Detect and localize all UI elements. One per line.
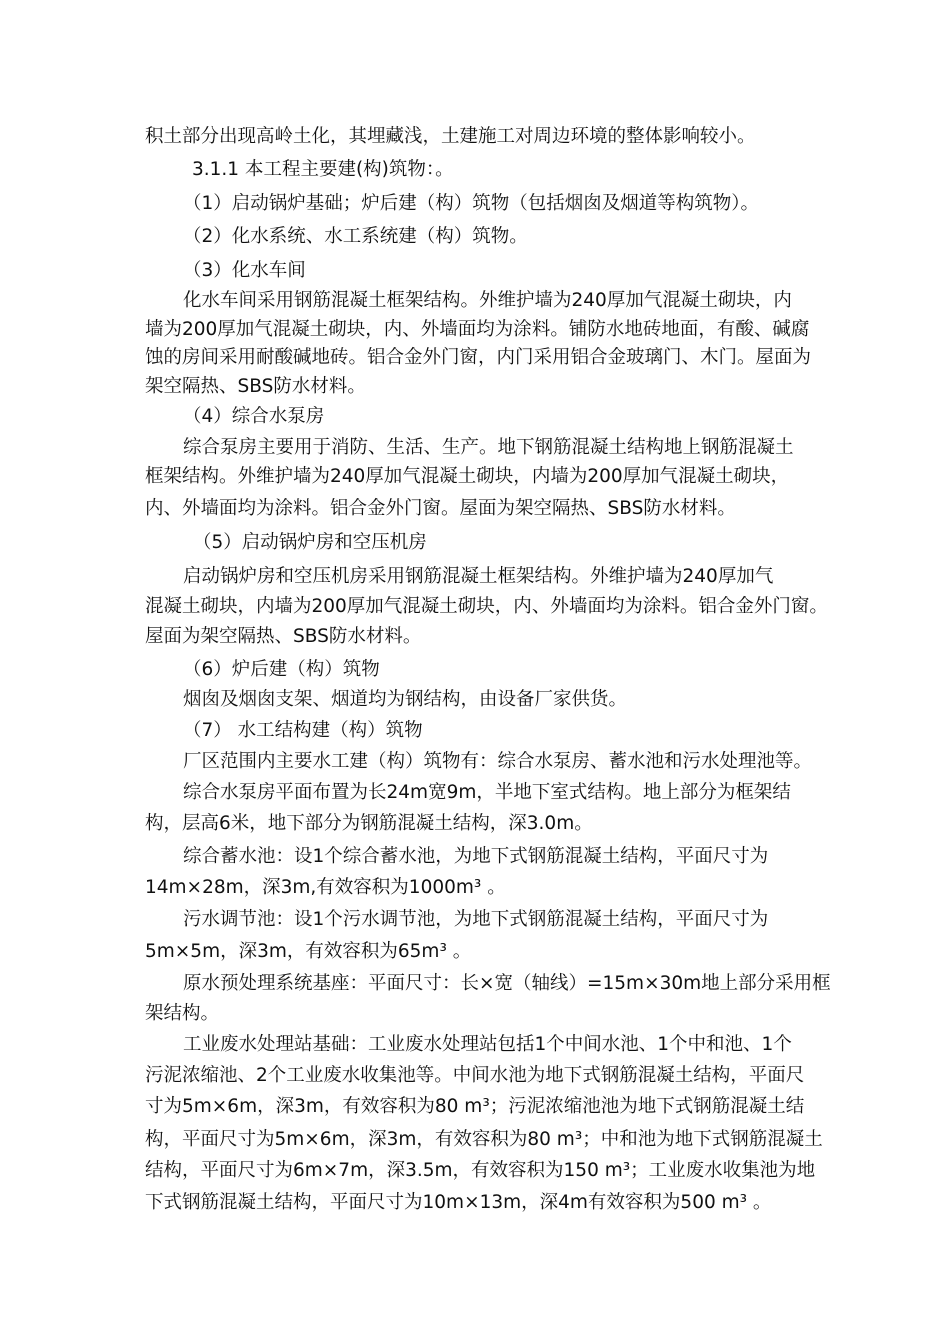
paragraph-line: 架空隔热、SBS防水材料。 bbox=[145, 376, 366, 397]
subheading: （3）化水车间 bbox=[183, 260, 306, 281]
paragraph-line: 寸为5m×6m，深3m，有效容积为80 m³；污泥浓缩池池为地下式钢筋混凝土结 bbox=[145, 1096, 805, 1117]
paragraph-line: 综合水泵房平面布置为长24m宽9m，半地下室式结构。地上部分为框架结 bbox=[183, 782, 791, 803]
paragraph-line: 墙为200厚加气混凝土砌块，内、外墙面均为涂料。铺防水地砖地面，有酸、碱腐 bbox=[145, 319, 810, 340]
paragraph-line: 综合蓄水池：设1个综合蓄水池，为地下式钢筋混凝土结构，平面尺寸为 bbox=[183, 846, 769, 867]
paragraph-line: 构，层高6米，地下部分为钢筋混凝土结构，深3.0m。 bbox=[145, 813, 593, 834]
paragraph-line: 积土部分出现高岭土化，其埋藏浅，土建施工对周边环境的整体影响较小。 bbox=[145, 126, 756, 147]
paragraph-line: 屋面为架空隔热、SBS防水材料。 bbox=[145, 626, 422, 647]
paragraph-line: 烟囱及烟囱支架、烟道均为钢结构，由设备厂家供货。 bbox=[183, 689, 628, 710]
paragraph-line: 化水车间采用钢筋混凝土框架结构。外维护墙为240厚加气混凝土砌块，内 bbox=[183, 290, 792, 311]
paragraph-line: 综合泵房主要用于消防、生活、生产。地下钢筋混凝土结构地上钢筋混凝土 bbox=[183, 437, 794, 458]
subheading: （5）启动锅炉房和空压机房 bbox=[193, 532, 427, 553]
subheading: （7） 水工结构建（构）筑物 bbox=[183, 720, 423, 741]
paragraph-line: 混凝土砌块，内墙为200厚加气混凝土砌块，内、外墙面均为涂料。铝合金外门窗。 bbox=[145, 596, 828, 617]
paragraph-line: 原水预处理系统基座：平面尺寸：长×宽（轴线）=15m×30m地上部分采用框 bbox=[183, 973, 831, 994]
paragraph-line: 工业废水处理站基础：工业废水处理站包括1个中间水池、1个中和池、1个 bbox=[183, 1034, 792, 1055]
paragraph-line: 构，平面尺寸为5m×6m，深3m，有效容积为80 m³；中和池为地下式钢筋混凝土 bbox=[145, 1129, 823, 1150]
subheading: （4）综合水泵房 bbox=[183, 406, 325, 427]
paragraph-line: 框架结构。外维护墙为240厚加气混凝土砌块，内墙为200厚加气混凝土砌块， bbox=[145, 466, 790, 487]
paragraph-line: 5m×5m，深3m，有效容积为65m³ 。 bbox=[145, 941, 472, 962]
list-item: （1）启动锅炉基础；炉后建（构）筑物（包括烟囱及烟道等构筑物）。 bbox=[183, 193, 760, 214]
paragraph-line: 污水调节池：设1个污水调节池，为地下式钢筋混凝土结构，平面尺寸为 bbox=[183, 909, 769, 930]
list-item: （2）化水系统、水工系统建（构）筑物。 bbox=[183, 226, 528, 247]
paragraph-line: 14m×28m，深3m,有效容积为1000m³ 。 bbox=[145, 877, 506, 898]
paragraph-line: 结构，平面尺寸为6m×7m，深3.5m，有效容积为150 m³；工业废水收集池为地 bbox=[145, 1160, 816, 1181]
section-heading: 3.1.1 本工程主要建(构)筑物：。 bbox=[192, 159, 454, 180]
paragraph-line: 启动锅炉房和空压机房采用钢筋混凝土框架结构。外维护墙为240厚加气 bbox=[183, 566, 774, 587]
paragraph-line: 下式钢筋混凝土结构，平面尺寸为10m×13m，深4m有效容积为500 m³ 。 bbox=[145, 1192, 772, 1213]
subheading: （6）炉后建（构）筑物 bbox=[183, 659, 380, 680]
paragraph-line: 污泥浓缩池、2个工业废水收集池等。中间水池为地下式钢筋混凝土结构，平面尺 bbox=[145, 1065, 805, 1086]
paragraph-line: 架结构。 bbox=[145, 1003, 220, 1024]
paragraph-line: 厂区范围内主要水工建（构）筑物有：综合水泵房、蓄水池和污水处理池等。 bbox=[183, 751, 813, 772]
paragraph-line: 蚀的房间采用耐酸碱地砖。铝合金外门窗，内门采用铝合金玻璃门、木门。屋面为 bbox=[145, 347, 812, 368]
paragraph-line: 内、外墙面均为涂料。铝合金外门窗。屋面为架空隔热、SBS防水材料。 bbox=[145, 498, 736, 519]
